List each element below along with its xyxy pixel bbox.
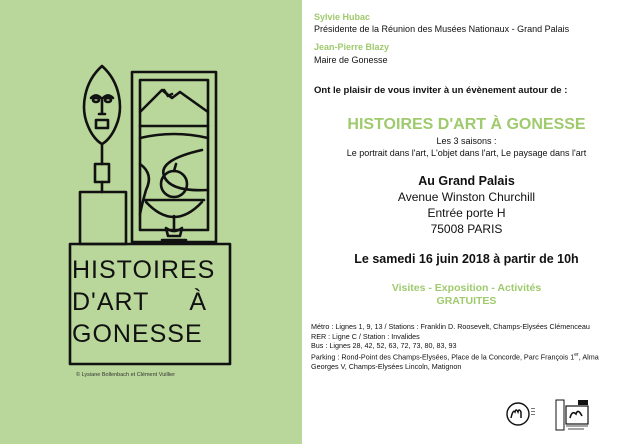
host-2-title: Maire de Gonesse [314, 55, 388, 65]
invitation-text: Ont le plaisir de vous inviter à un évènement autour de : [314, 85, 568, 96]
logo-line-3: GONESSE [72, 320, 203, 348]
activities-line-1: Visites - Exposition - Activités [391, 282, 542, 294]
venue-city: 75008 PARIS [430, 222, 503, 236]
host-1-name: Sylvie Hubac [314, 12, 371, 22]
transport-info [311, 322, 611, 371]
host-1-title: Présidente de la Réunion des Musées Nationaux - Grand Palais [314, 24, 570, 34]
details-panel [302, 0, 631, 444]
parking-info [311, 351, 611, 362]
event-date: Le samedi 16 juin 2018 à partir de 10h [354, 252, 579, 266]
activities-line-2: GRATUITES [436, 295, 497, 307]
seasons-list: Le portrait dans l'art, L'objet dans l'art, Le paysage dans l'art [346, 148, 587, 158]
bus-info: Bus : Lignes 28, 42, 52, 63, 72, 73, 80, 83, 93 [311, 341, 457, 351]
logo-line-2-word-1: D'ART [72, 288, 150, 316]
parking-info-cont: Georges V, Champs-Elysées Lincoln, Matignon [311, 361, 462, 371]
rer-info: RER : Ligne C / Station : Invalides [311, 331, 420, 341]
artwork-panel [0, 0, 302, 444]
host-2-name: Jean-Pierre Blazy [314, 42, 390, 52]
metro-info: Métro : Lignes 1, 9, 13 / Stations : Franklin D. Roosevelt, Champs-Elysées Clémenceau [311, 322, 590, 331]
museums-logo [506, 400, 536, 430]
parking-text-b: , Alma [578, 352, 599, 362]
logo-line-2-word-2: À [189, 288, 208, 316]
logo-line-2 [72, 288, 232, 317]
parking-superscript: er [574, 351, 579, 358]
venue-entrance: Entrée porte H [427, 206, 506, 220]
gonesse-city-logo [554, 398, 592, 432]
parking-text-a: Parking : Rond-Point des Champs-Elysées, Place de la Concorde, Parc François 1 [311, 352, 575, 362]
event-logo [62, 64, 238, 369]
logo-line-1: HISTOIRES [72, 256, 216, 284]
artwork-credit: © Lysiane Bollenbach et Clément Vuillier [76, 372, 176, 378]
event-title: HISTOIRES D'ART À GONESSE [347, 116, 586, 133]
seasons-intro: Les 3 saisons : [436, 136, 497, 146]
venue-name: Au Grand Palais [418, 174, 515, 188]
venue-street: Avenue Winston Churchill [397, 190, 536, 204]
